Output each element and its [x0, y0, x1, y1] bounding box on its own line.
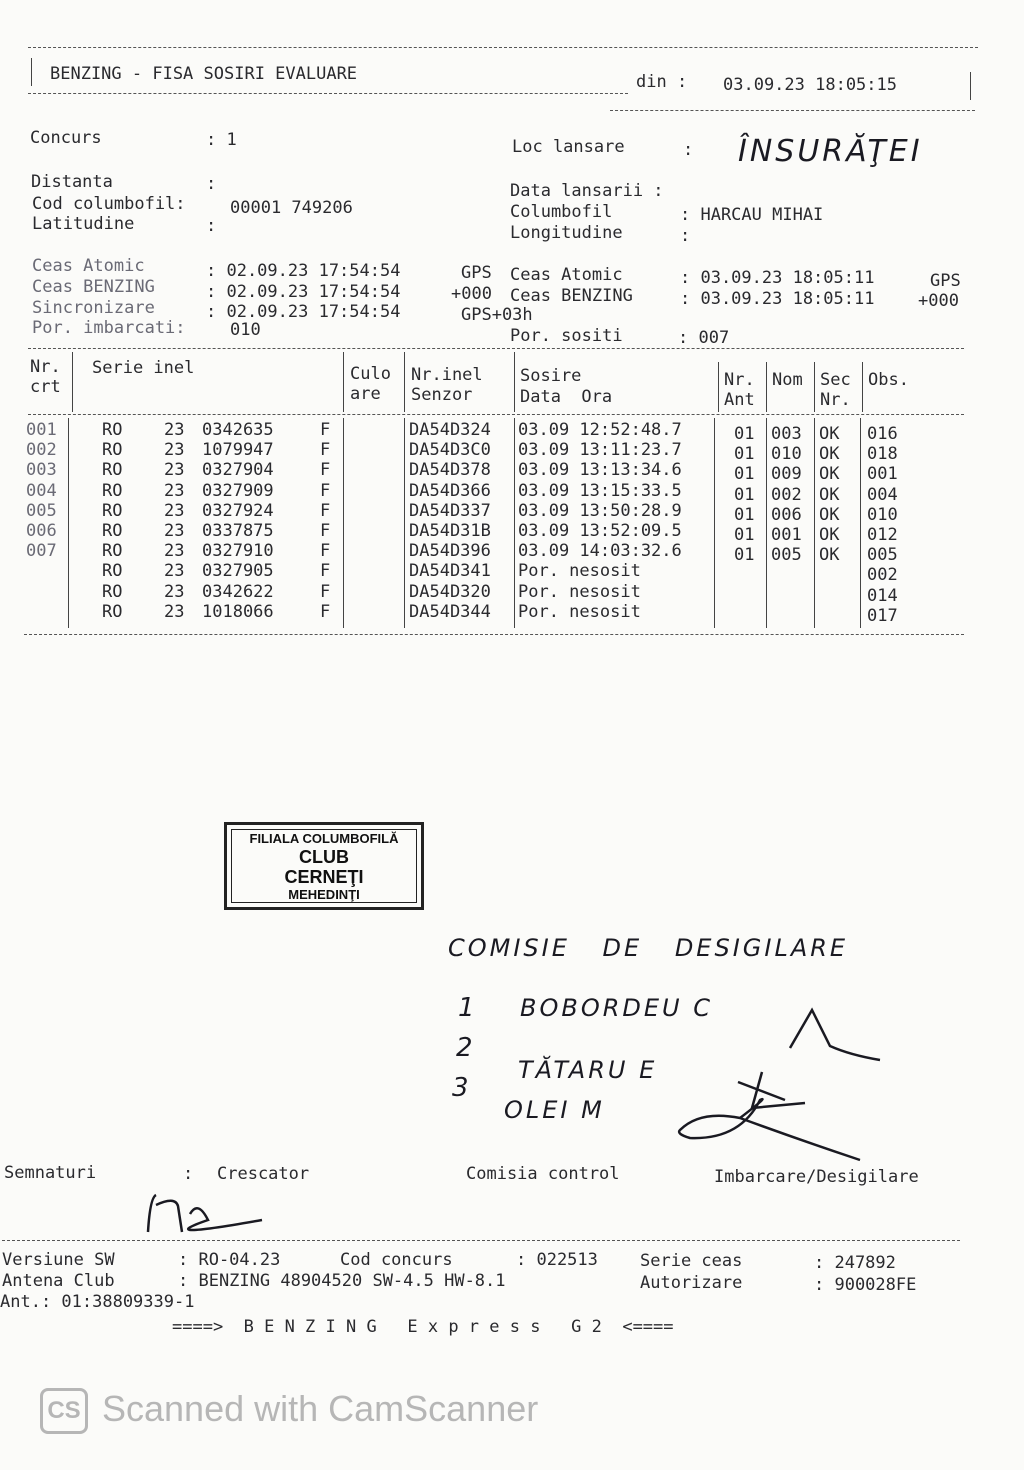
row-sec: OK [819, 424, 840, 444]
row-inel: 1018066 [202, 601, 274, 622]
row-senzor: DA54D3C0 [409, 440, 491, 461]
antena-club-value: : BENZING 48904520 SW-4.5 HW-8.1 [178, 1271, 506, 1291]
loc-lansare-label: Loc lansare [512, 137, 625, 157]
row-obs: 018 [867, 444, 898, 465]
row-sex: F [320, 541, 331, 562]
row-inel: 0342622 [202, 581, 274, 602]
row-an: 23 [164, 521, 185, 541]
row-an: 23 [164, 541, 185, 562]
row-an: 23 [164, 440, 185, 461]
row-inel: 0327909 [202, 480, 274, 501]
row-nom: 006 [771, 504, 802, 525]
por-imbarcati-label: Por. imbarcati: [32, 318, 186, 338]
handwritten-commission-title: COMISIE DE DESIGILARE [448, 934, 849, 962]
row-tara: RO [102, 581, 123, 602]
row-ant: 01 [734, 545, 755, 566]
row-ant: 01 [734, 484, 755, 505]
th-culoare-line2: are [350, 384, 381, 404]
row-senzor: DA54D31B [409, 521, 491, 541]
ceas-benzing-label-left: Ceas BENZING [32, 277, 155, 297]
row-ant: 01 [734, 424, 755, 444]
th-nom: Nom [772, 370, 803, 390]
row-tara: RO [102, 480, 123, 501]
columbofil-value: : HARCAU MIHAI [680, 205, 824, 225]
row-an: 23 [164, 500, 185, 521]
row-senzor: DA54D337 [409, 500, 491, 521]
row-obs: 017 [867, 605, 898, 626]
row-inel: 0337875 [202, 521, 274, 541]
row-an: 23 [164, 601, 185, 622]
row-senzor: DA54D378 [409, 460, 491, 481]
row-sosire: 03.09 13:50:28.9 [518, 500, 682, 521]
th-nr-line2: crt [30, 377, 61, 397]
row-ant: 01 [734, 504, 755, 525]
footer-rule [2, 1240, 960, 1241]
versiune-sw-value: : RO-04.23 [178, 1250, 281, 1270]
th-senzor-line2: Senzor [411, 385, 473, 405]
ceas-benzing-suffix-left: +000 [451, 284, 492, 304]
row-senzor: DA54D324 [409, 420, 491, 440]
signature-imbarcare: Imbarcare/Desigilare [714, 1167, 919, 1187]
row-tara: RO [102, 500, 123, 521]
columbofil-label: Columbofil [510, 202, 613, 222]
row-an: 23 [164, 480, 185, 501]
semnaturi-colon: : [183, 1164, 194, 1184]
page-title: BENZING - FISA SOSIRI EVALUARE [50, 64, 358, 84]
ceas-atomic-value-right: : 03.09.23 18:05:11 [680, 268, 875, 288]
th-culoare-line1: Culo [350, 364, 391, 384]
row-sec: OK [819, 504, 840, 525]
row-senzor: DA54D344 [409, 601, 491, 622]
longitudine-value: : [680, 226, 691, 246]
th-sec-line2: Nr. [820, 390, 851, 410]
row-sec: OK [819, 444, 840, 465]
row-sosire: Por. nesosit [518, 561, 641, 582]
cod-columbofil-value: 00001 749206 [230, 198, 353, 218]
row-tara: RO [102, 420, 123, 440]
row-senzor: DA54D396 [409, 541, 491, 562]
handwritten-num-1: 1 [458, 993, 478, 1023]
row-sec: OK [819, 525, 840, 545]
ceas-atomic-value-left: : 02.09.23 17:54:54 [206, 261, 401, 281]
row-obs: 014 [867, 585, 898, 606]
th-serie-inel: Serie inel [92, 358, 195, 378]
handwritten-num-3: 3 [452, 1073, 472, 1103]
row-nr: 005 [26, 500, 57, 521]
row-sex: F [320, 561, 331, 582]
row-inel: 0327904 [202, 460, 274, 481]
row-inel: 0327905 [202, 561, 274, 582]
row-sosire: 03.09 12:52:48.7 [518, 420, 682, 440]
th-sec-line1: Sec [820, 370, 851, 390]
data-lansarii-label: Data lansarii : [510, 181, 664, 201]
th-sosire-line1: Sosire [520, 366, 582, 386]
camscanner-watermark [40, 1388, 538, 1434]
cod-concurs-value: : 022513 [516, 1250, 598, 1270]
benzing-brand-line: ====> B E N Z I N G E x p r e s s G 2 <==== [172, 1317, 674, 1337]
antena-club-label: Antena Club [2, 1271, 115, 1291]
ceas-atomic-label-right: Ceas Atomic [510, 265, 623, 285]
distanta-label: Distanta [31, 172, 113, 192]
handwritten-name-3: OLEI M [504, 1096, 605, 1124]
camscanner-logo-icon: CS [40, 1388, 88, 1434]
row-sec: OK [819, 484, 840, 505]
sincronizare-suffix: GPS+03h [461, 305, 533, 325]
handwritten-num-2: 2 [456, 1033, 476, 1063]
cod-concurs-label: Cod concurs [340, 1250, 453, 1270]
stamp-line-1: FILIALA COLUMBOFILĂ [249, 831, 399, 846]
row-nr: 003 [26, 460, 57, 481]
row-an: 23 [164, 460, 185, 481]
row-tara: RO [102, 440, 123, 461]
ceas-atomic-suffix-right: GPS [930, 271, 961, 291]
row-obs: 016 [867, 424, 898, 444]
row-tara: RO [102, 541, 123, 562]
row-sosire: 03.09 14:03:32.6 [518, 541, 682, 562]
row-sex: F [320, 460, 331, 481]
date-value: 03.09.23 18:05:15 [723, 75, 897, 95]
row-nr: 002 [26, 440, 57, 461]
camscanner-text: Scanned with CamScanner [102, 1388, 539, 1429]
serie-ceas-label: Serie ceas [640, 1251, 743, 1271]
latitudine-value: : [206, 216, 217, 236]
row-sosire: 03.09 13:13:34.6 [518, 460, 682, 481]
loc-lansare-handwritten: ÎNSURĂŢEI [738, 134, 923, 169]
row-nom: 009 [771, 464, 802, 485]
row-sec: OK [819, 464, 840, 485]
row-obs: 002 [867, 565, 898, 586]
row-inel: 1079947 [202, 440, 274, 461]
row-sex: F [320, 521, 331, 541]
row-tara: RO [102, 561, 123, 582]
row-nr: 006 [26, 521, 57, 541]
por-sositi-label: Por. sositi [510, 326, 623, 346]
row-sex: F [320, 500, 331, 521]
serie-ceas-value: : 247892 [814, 1253, 896, 1273]
row-inel: 0342635 [202, 420, 274, 440]
row-obs: 012 [867, 525, 898, 545]
row-senzor: DA54D366 [409, 480, 491, 501]
concurs-label: Concurs [30, 128, 102, 148]
th-ant-line2: Ant [724, 390, 755, 410]
ceas-benzing-value-right: : 03.09.23 18:05:11 [680, 289, 875, 309]
date-label: din : [636, 72, 688, 92]
row-nr: 004 [26, 480, 57, 501]
row-sosire: 03.09 13:11:23.7 [518, 440, 682, 461]
row-senzor: DA54D341 [409, 561, 491, 582]
th-nr-line1: Nr. [30, 357, 61, 377]
row-nom: 001 [771, 525, 802, 545]
row-an: 23 [164, 420, 185, 440]
row-nr: 001 [26, 420, 57, 440]
th-obs: Obs. [868, 370, 909, 390]
loc-lansare-colon: : [683, 140, 694, 160]
ceas-atomic-label-left: Ceas Atomic [32, 256, 145, 276]
stamp-line-2: CLUB [299, 847, 349, 867]
row-sec: OK [819, 545, 840, 566]
row-obs: 005 [867, 545, 898, 566]
handwritten-name-1: BOBORDEU C [520, 994, 713, 1022]
concurs-value: : 1 [206, 130, 237, 150]
row-nr: 007 [26, 541, 57, 562]
row-an: 23 [164, 581, 185, 602]
row-ant: 01 [734, 464, 755, 485]
distanta-value: : [206, 174, 217, 194]
ceas-benzing-value-left: : 02.09.23 17:54:54 [206, 282, 401, 302]
row-sosire: 03.09 13:15:33.5 [518, 480, 682, 501]
longitudine-label: Longitudine [510, 223, 623, 243]
stamp-line-4: MEHEDINŢI [288, 887, 360, 902]
row-ant: 01 [734, 444, 755, 465]
row-sex: F [320, 480, 331, 501]
versiune-sw-label: Versiune SW [2, 1250, 115, 1270]
row-senzor: DA54D320 [409, 581, 491, 602]
row-sex: F [320, 420, 331, 440]
por-imbarcati-value: 010 [230, 320, 261, 340]
row-sosire: Por. nesosit [518, 581, 641, 602]
cod-columbofil-label: Cod columbofil: [32, 194, 186, 214]
signature-crescator: Crescator [217, 1164, 310, 1184]
row-tara: RO [102, 601, 123, 622]
antenna-id: Ant.: 01:38809339-1 [0, 1292, 195, 1312]
autorizare-value: : 900028FE [814, 1275, 917, 1295]
sincronizare-label: Sincronizare [32, 298, 155, 318]
row-an: 23 [164, 561, 185, 582]
row-sosire: 03.09 13:52:09.5 [518, 521, 682, 541]
row-sex: F [320, 581, 331, 602]
row-tara: RO [102, 460, 123, 481]
row-sex: F [320, 601, 331, 622]
row-nom: 002 [771, 484, 802, 505]
signature-comisia-control: Comisia control [466, 1164, 620, 1184]
latitudine-label: Latitudine [32, 214, 135, 234]
autorizare-label: Autorizare [640, 1273, 743, 1293]
row-sosire: Por. nesosit [518, 601, 641, 622]
row-ant: 01 [734, 525, 755, 545]
row-nom: 005 [771, 545, 802, 566]
ceas-benzing-suffix-right: +000 [918, 291, 959, 311]
row-sex: F [320, 440, 331, 461]
row-obs: 001 [867, 464, 898, 485]
th-senzor-line1: Nr.inel [411, 365, 483, 385]
row-obs: 004 [867, 484, 898, 505]
row-nom: 010 [771, 444, 802, 465]
sincronizare-value: : 02.09.23 17:54:54 [206, 302, 401, 322]
stamp-line-3: CERNEŢI [284, 867, 364, 887]
ceas-atomic-suffix-left: GPS [461, 263, 492, 283]
por-sositi-value: : 007 [678, 328, 730, 348]
row-inel: 0327924 [202, 500, 274, 521]
row-inel: 0327910 [202, 541, 274, 562]
semnaturi-label: Semnaturi [4, 1163, 97, 1183]
th-sosire-line2: Data Ora [520, 387, 613, 407]
handwritten-name-2: TĂTARU E [518, 1056, 658, 1084]
row-obs: 010 [867, 504, 898, 525]
ceas-benzing-label-right: Ceas BENZING [510, 286, 633, 306]
row-nom: 003 [771, 424, 802, 444]
th-ant-line1: Nr. [724, 370, 755, 390]
row-tara: RO [102, 521, 123, 541]
